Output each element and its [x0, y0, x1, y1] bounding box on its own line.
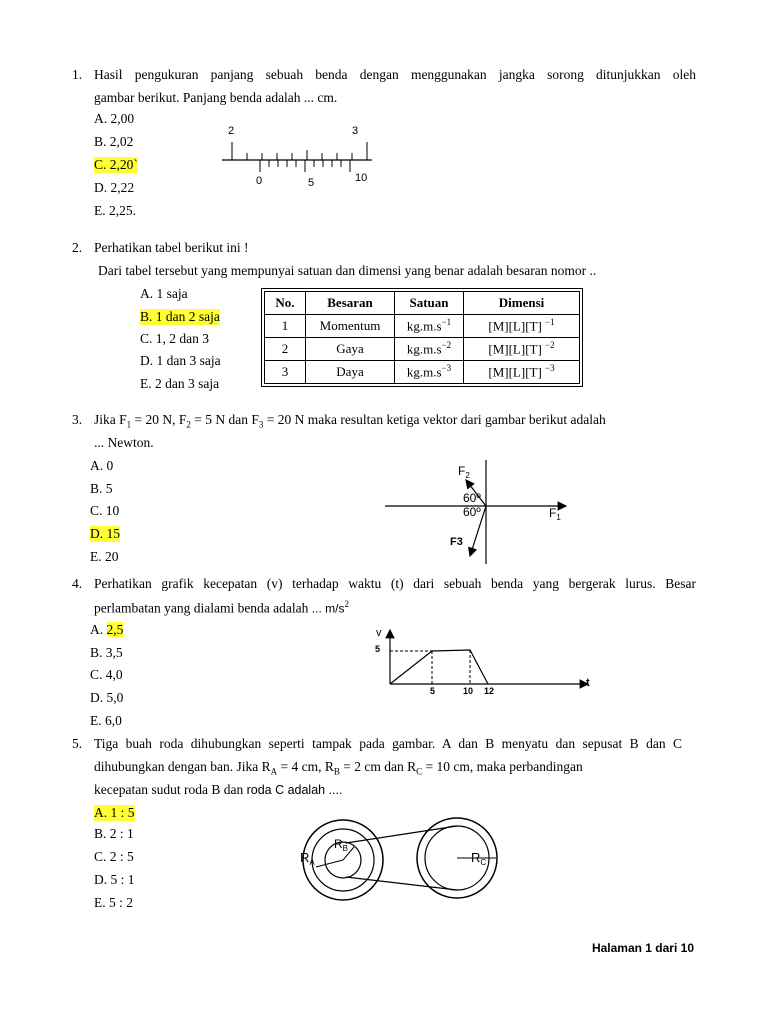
table-header-row: [265, 292, 580, 315]
x-tick-5: 5: [430, 686, 436, 696]
f1-label: $F_1$: [549, 506, 561, 522]
q5-text-line1: Tiga buah roda dihubungkan seperti tampak pada gambar. A dan B menyatu dan sepusat B dan C: [94, 736, 682, 751]
table-header-besaran: Besaran: [306, 292, 395, 315]
q1-option-e[interactable]: E. 2,25.: [94, 203, 136, 218]
ra-label: $R_A$: [300, 850, 315, 867]
q2-option-e[interactable]: E. 2 dan 3 saja: [140, 376, 220, 391]
q2-option-b[interactable]: B. 1 dan 2 saja: [140, 309, 220, 324]
table-cell-satuan: $kg.m.s^{-2}$: [395, 338, 464, 361]
rb-label: $R_B$: [334, 837, 349, 853]
wheels-figure: [296, 812, 506, 916]
scale-main-label-3: 3: [352, 125, 359, 137]
q5-text-line2: dihubungkan dengan ban. Jika $R_A = 4$ cm, $R_B = 2$ cm dan $R_C = 10$ cm, maka perbandingan: [94, 759, 583, 777]
table-cell-dimensi: [M][L][T] $^{-3}$: [464, 361, 580, 384]
q1-option-a[interactable]: A. 2,00: [94, 111, 135, 126]
q1-text-line1: Hasil pengukuran panjang sebuah benda dengan menggunakan jangka sorong ditunjukkan oleh: [94, 67, 696, 82]
q1-option-d[interactable]: D. 2,22: [94, 180, 135, 195]
radius-a-line: [316, 860, 343, 867]
vernier-caliper-figure: [216, 120, 376, 188]
q1-option-c[interactable]: C. 2,20`: [94, 157, 138, 172]
table-cell-no: 1: [265, 315, 306, 338]
q3-text-line1: Jika $F_1 = 20$ N, $F_2 = 5$ N dan $F_3 = 20$ N maka resultan ketiga vektor dari gambar berikut adalah: [94, 412, 606, 430]
vernier-label-10: 10: [355, 172, 368, 184]
q2-text-line2: Dari tabel tersebut yang mempunyai satuan dan dimensi yang benar adalah besaran nomor ..: [98, 263, 597, 278]
q3-number: 3.: [72, 412, 83, 427]
vector-diagram: [380, 458, 580, 570]
q4-option-a[interactable]: A. 2,5: [90, 622, 124, 637]
q5-text-line3: kecepatan sudut roda B dan roda C adalah ....: [94, 782, 343, 797]
q2-option-a[interactable]: A. 1 saja: [140, 286, 188, 301]
x-tick-10: 10: [463, 686, 474, 696]
table-row: [265, 315, 580, 338]
v-axis-label: v: [376, 627, 382, 639]
angle-label-bottom: 60º: [463, 505, 481, 519]
q3-option-c[interactable]: C. 10: [90, 503, 120, 518]
q4-number: 4.: [72, 576, 83, 591]
table-cell-besaran: Momentum: [306, 315, 395, 338]
q2-option-c[interactable]: C. 1, 2 dan 3: [140, 331, 209, 346]
table-cell-no: 3: [265, 361, 306, 384]
table-row: [265, 338, 580, 361]
q3-option-d[interactable]: D. 15: [90, 526, 120, 541]
quantities-table: [264, 291, 580, 384]
q4-option-e[interactable]: E. 6,0: [90, 713, 122, 728]
q5-option-e[interactable]: E. 5 : 2: [94, 895, 133, 910]
q2-number: 2.: [72, 240, 83, 255]
table-header-no: No.: [265, 292, 306, 315]
q3-text-line2: ... Newton.: [94, 435, 154, 450]
q3-option-e[interactable]: E. 20: [90, 549, 119, 564]
q5-option-a[interactable]: A. 1 : 5: [94, 805, 135, 820]
f3-label: F3: [450, 536, 463, 548]
scale-main-label-2: 2: [228, 125, 235, 137]
q5-option-b[interactable]: B. 2 : 1: [94, 826, 134, 841]
q4-option-c[interactable]: C. 4,0: [90, 667, 123, 682]
q4-text-line1: Perhatikan grafik kecepatan (v) terhadap waktu (t) dari sebuah benda yang bergerak lurus. Besar: [94, 576, 696, 591]
q5-number: 5.: [72, 736, 83, 751]
page-footer: Halaman 1 dari 10: [591, 941, 694, 955]
vernier-label-5: 5: [308, 177, 315, 188]
q3-option-b[interactable]: B. 5: [90, 481, 113, 496]
table-cell-besaran: Daya: [306, 361, 395, 384]
table-header-satuan: Satuan: [395, 292, 464, 315]
table-cell-satuan: $kg.m.s^{-3}$: [395, 361, 464, 384]
f2-label: $F_2$: [458, 464, 470, 480]
main-scale-ticks: [232, 142, 367, 160]
q4-option-d[interactable]: D. 5,0: [90, 690, 124, 705]
rc-label: $R_C$: [471, 850, 487, 867]
velocity-line: [390, 650, 488, 684]
q4-text-line2: perlambatan yang dialami benda adalah ... $m/s^2$: [94, 599, 349, 616]
table-header-dimensi: Dimensi: [464, 292, 580, 315]
q5-option-c[interactable]: C. 2 : 5: [94, 849, 134, 864]
table-cell-besaran: Gaya: [306, 338, 395, 361]
q1-text-line2: gambar berikut. Panjang benda adalah ... cm.: [94, 90, 338, 105]
angle-label-top: 60º: [463, 491, 481, 505]
q4-option-b[interactable]: B. 3,5: [90, 645, 123, 660]
table-cell-no: 2: [265, 338, 306, 361]
table-cell-dimensi: [M][L][T] $^{-1}$: [464, 315, 580, 338]
table-cell-satuan: $kg.m.s^{-1}$: [395, 315, 464, 338]
vernier-label-0: 0: [256, 175, 263, 187]
table-row: [265, 361, 580, 384]
x-tick-12: 12: [484, 686, 495, 696]
t-axis-label: t: [586, 677, 590, 689]
q3-option-a[interactable]: A. 0: [90, 458, 114, 473]
q1-option-b[interactable]: B. 2,02: [94, 134, 134, 149]
q5-option-d[interactable]: D. 5 : 1: [94, 872, 135, 887]
table-cell-dimensi: [M][L][T] $^{-2}$: [464, 338, 580, 361]
belt-top: [346, 826, 457, 843]
velocity-time-graph: [370, 624, 600, 700]
q1-number: 1.: [72, 67, 83, 82]
q2-option-d[interactable]: D. 1 dan 3 saja: [140, 353, 221, 368]
q2-text-line1: Perhatikan tabel berikut ini !: [94, 240, 249, 255]
y-tick-5: 5: [375, 644, 381, 654]
vernier-scale-ticks: [260, 160, 350, 172]
